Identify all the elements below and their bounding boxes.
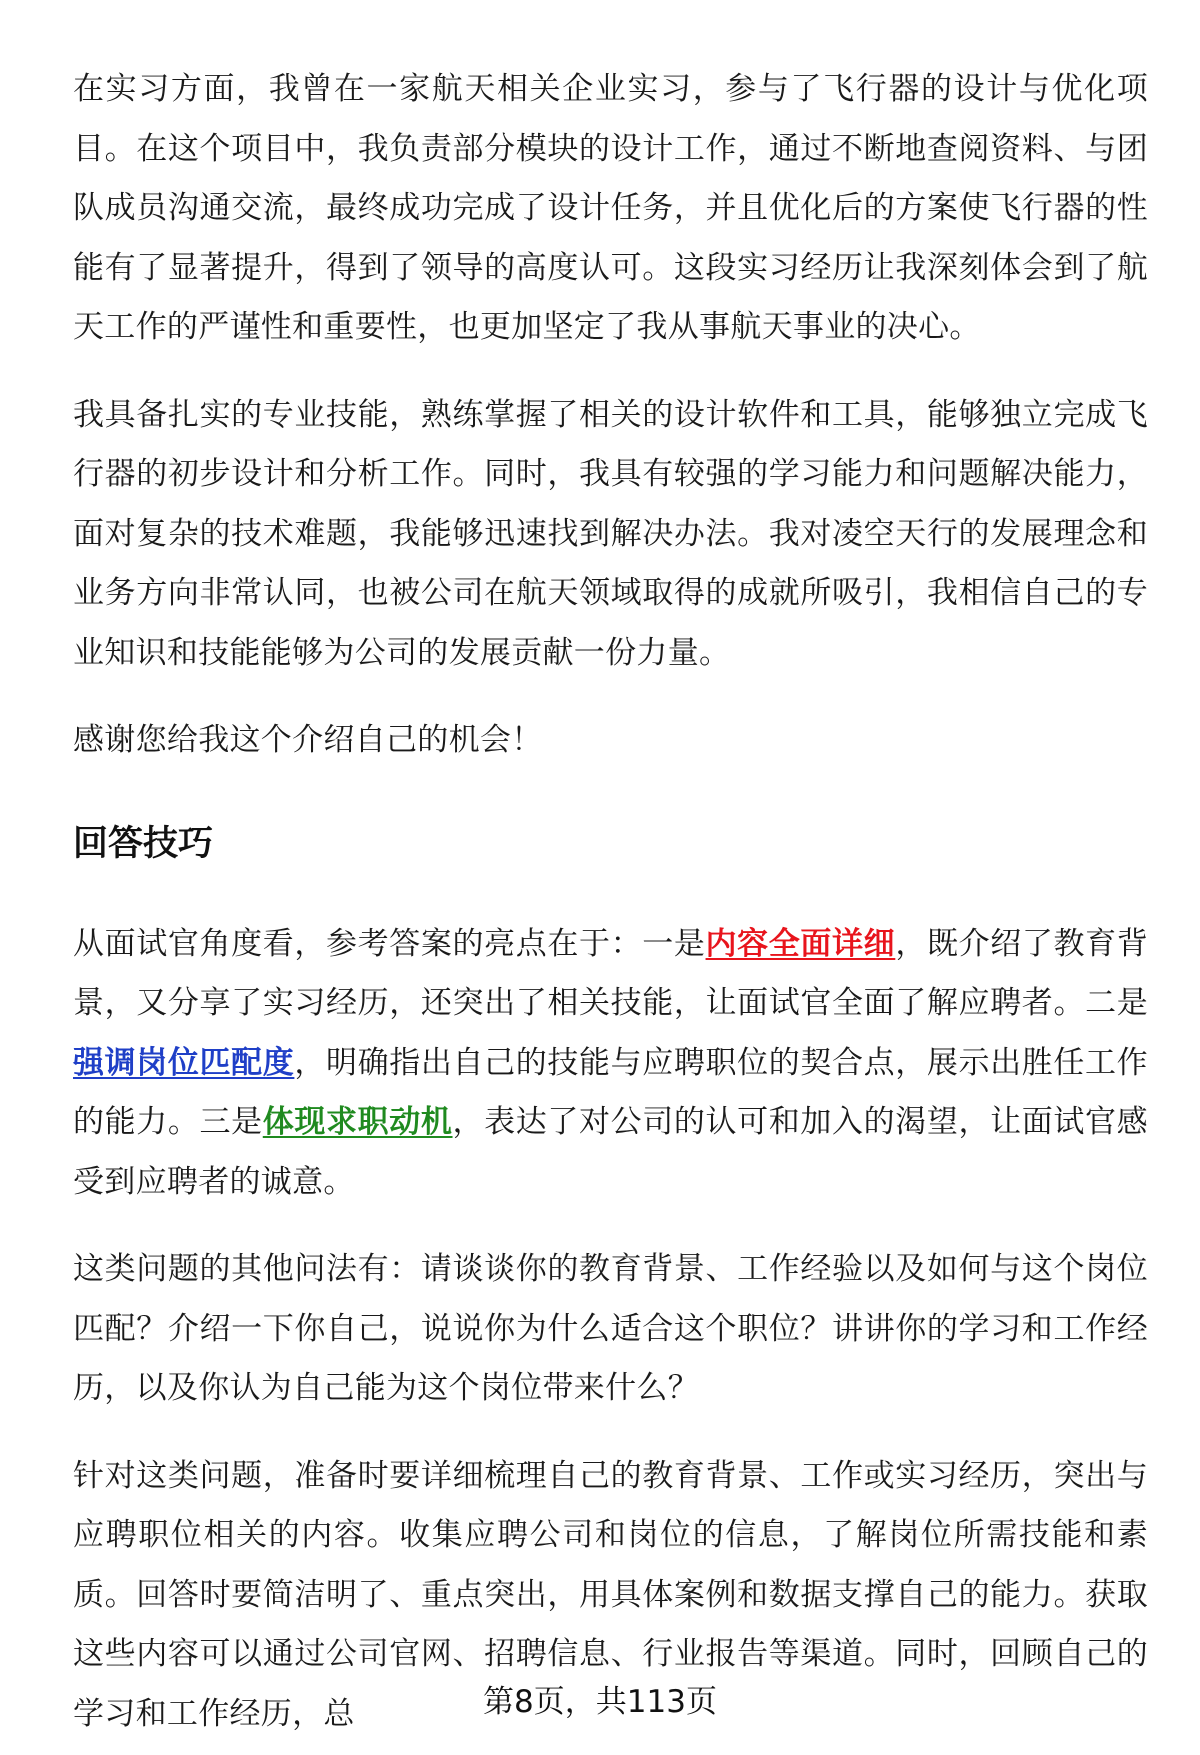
paragraph-other-questions: 这类问题的其他问法有：请谈谈你的教育背景、工作经验以及如何与这个岗位匹配？介绍一下你自己，说说你为什么适合这个职位？讲讲你的学习和工作经历，以及你认为自己能为这个岗位带来什么？	[73, 1251, 1148, 1406]
paragraph-internship: 在实习方面，我曾在一家航天相关企业实习，参与了飞行器的设计与优化项目。在这个项目中，我负责部分模块的设计工作，通过不断地查阅资料、与团队成员沟通交流，最终成功完成了设计任务，并且优化后的方案使飞行器的性能有了显著提升，得到了领导的高度认可。这段实习经历让我深刻体会到了航天工作的严谨性和重要性，也更加坚定了我从事航天事业的决心。	[73, 71, 1148, 345]
section-heading: 回答技巧	[73, 823, 214, 864]
highlight-job-match: 强调岗位匹配度	[73, 1044, 295, 1081]
paragraph-preparation: 针对这类问题，准备时要详细梳理自己的教育背景、工作或实习经历，突出与应聘职位相关的内容。收集应聘公司和岗位的信息，了解岗位所需技能和素质。回答时要简洁明了、重点突出，用具体案例和数据支撑自己的能力。获取这些内容可以通过公司官网、招聘信息、行业报告等渠道。同时，回顾自己的学习和工作经历，总	[73, 1457, 1148, 1732]
highlight-motivation: 体现求职动机	[262, 1104, 453, 1140]
paragraph-thanks: 感谢您给我这个介绍自己的机会！	[73, 722, 543, 758]
page-number-footer: 第8页，共113页	[483, 1684, 717, 1720]
page-content	[73, 60, 1148, 1744]
tips-text-4: ，表达了对公司的认可和加入的渴望，让面试官感受到应聘者的诚意。	[73, 1104, 1148, 1200]
paragraph-skills: 我具备扎实的专业技能，熟练掌握了相关的设计软件和工具，能够独立完成飞行器的初步设计和分析工作。同时，我具有较强的学习能力和问题解决能力，面对复杂的技术难题，我能够迅速找到解决办法。我对凌空天行的发展理念和业务方向非常认同，也被公司在航天领域取得的成就所吸引，我相信自己的专业知识和技能能够为公司的发展贡献一份力量。	[73, 396, 1148, 671]
paragraph-tips	[73, 915, 1148, 1213]
tips-text-2: ，既介绍了教育背景，又分享了实习经历，还突出了相关技能，让面试官全面了解应聘者。二是	[73, 925, 1148, 1021]
highlight-content-detail: 内容全面详细	[705, 925, 896, 962]
tips-text-3: ，明确指出自己的技能与应聘职位的契合点，展示出胜任工作的能力。三是	[73, 1044, 1148, 1140]
tips-text-1: 从面试官角度看，参考答案的亮点在于：一是	[73, 925, 706, 962]
